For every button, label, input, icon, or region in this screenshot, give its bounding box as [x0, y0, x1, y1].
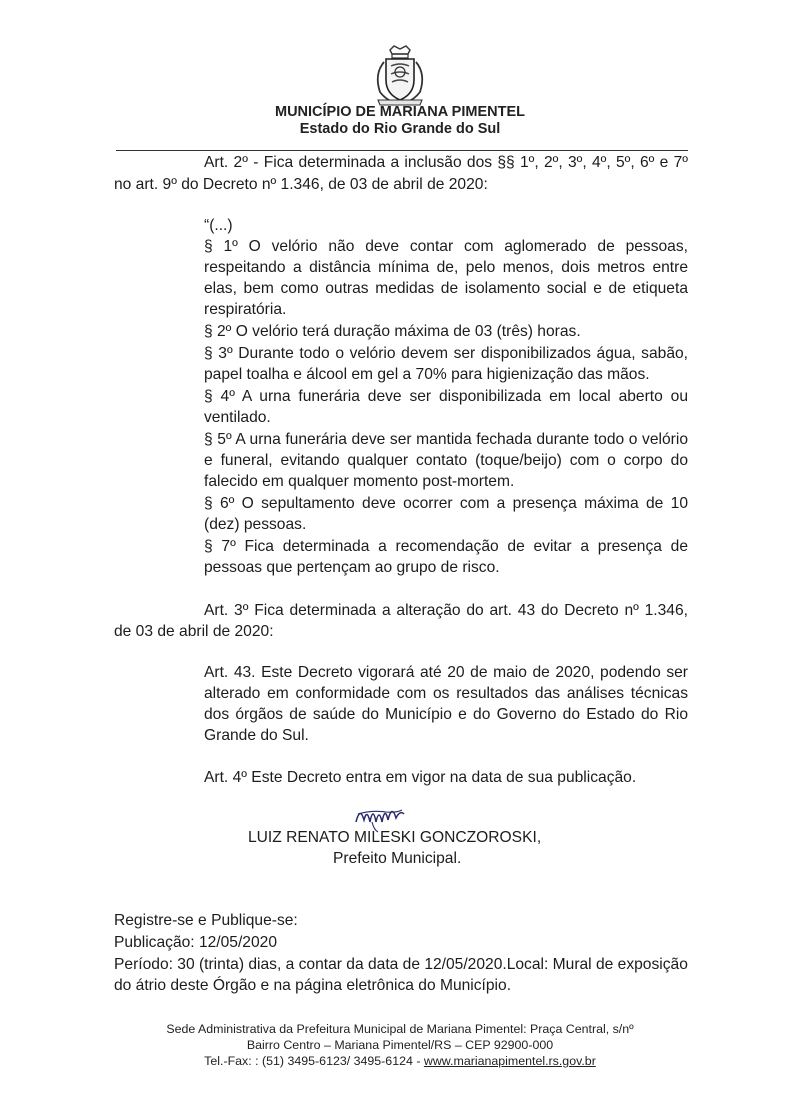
paragraph-2: § 2º O velório terá duração máxima de 03 (três) horas. [204, 323, 581, 340]
art2-line2: no art. 9º do Decreto nº 1.346, de 03 de abril de 2020: [114, 176, 488, 193]
municipality-name: MUNICÍPIO DE MARIANA PIMENTEL [275, 104, 525, 120]
state-name: Estado do Rio Grande do Sul [299, 121, 501, 137]
paragraph-3-line1: § 3º Durante todo o velório devem ser disponibilizados água, sabão, [204, 345, 688, 362]
signatory-name: LUIZ RENATO MILESKI GONCZOROSKI, [248, 829, 542, 846]
art2-line1: Art. 2º - Fica determinada a inclusão dos §§ 1º, 2º, 3º, 4º, 5º, 6º e 7º [204, 154, 688, 171]
paragraph-1-line3: elas, bem como outras medidas de isolamento social e de etiqueta [204, 280, 688, 297]
footer-address: Sede Administrativa da Prefeitura Municipal de Mariana Pimentel: Praça Central, s/nº [166, 1022, 634, 1036]
quote-open: “(...) [204, 217, 233, 234]
footer-phone: Tel.-Fax: : (51) 3495-6123/ 3495-6124 - [204, 1054, 424, 1068]
paragraph-1-line1: § 1º O velório não deve contar com aglomerado de pessoas, [204, 238, 688, 255]
publication-date: Publicação: 12/05/2020 [114, 934, 277, 951]
municipal-coat-of-arms-icon [372, 44, 428, 106]
paragraph-1-line2: respeitando a distância mínima de, pelo menos, dois metros entre [204, 259, 688, 276]
paragraph-1-line4: respiratória. [204, 301, 287, 318]
website-link[interactable]: www.marianapimentel.rs.gov.br [423, 1054, 596, 1068]
art3-line2: de 03 de abril de 2020: [114, 623, 274, 640]
art43-line1: Art. 43. Este Decreto vigorará até 20 de maio de 2020, podendo ser [204, 664, 688, 681]
publication-period-line1: Período: 30 (trinta) dias, a contar da data de 12/05/2020.Local: Mural de exposição [114, 956, 688, 973]
paragraph-6-line2: (dez) pessoas. [204, 516, 307, 533]
paragraph-4-line1: § 4º A urna funerária deve ser disponibilizada em local aberto ou [204, 388, 688, 405]
paragraph-7-line2: pessoas que pertençam ao grupo de risco. [204, 559, 500, 576]
paragraph-7-line1: § 7º Fica determinada a recomendação de evitar a presença de [204, 538, 688, 555]
art4: Art. 4º Este Decreto entra em vigor na data de sua publicação. [204, 769, 637, 786]
paragraph-5-line2: e funeral, evitando qualquer contato (toque/beijo) com o corpo do [204, 452, 688, 469]
paragraph-6-line1: § 6º O sepultamento deve ocorrer com a presença máxima de 10 [204, 495, 688, 512]
art3-line1: Art. 3º Fica determinada a alteração do art. 43 do Decreto nº 1.346, [204, 602, 688, 619]
footer-district: Bairro Centro – Mariana Pimentel/RS – CEP 92900-000 [246, 1038, 554, 1052]
footer-contact [0, 1054, 800, 1068]
art43-line3: dos órgãos de saúde do Município e do Governo do Estado do Rio [204, 706, 688, 723]
art43-line4: Grande do Sul. [204, 727, 309, 744]
paragraph-5-line1: § 5º A urna funerária deve ser mantida fechada durante todo o velório [204, 431, 688, 448]
register-publish: Registre-se e Publique-se: [114, 912, 298, 929]
paragraph-3-line2: papel toalha e álcool em gel a 70% para higienização das mãos. [204, 366, 650, 383]
art43-line2: alterado em conformidade com os resultados das análises técnicas [204, 685, 688, 702]
publication-period-line2: do átrio deste Órgão e na página eletrônica do Município. [114, 977, 512, 994]
header-divider [116, 150, 688, 151]
paragraph-5-line3: falecido em qualquer momento post-mortem. [204, 473, 515, 490]
paragraph-4-line2: ventilado. [204, 409, 271, 426]
signatory-title: Prefeito Municipal. [333, 850, 462, 867]
